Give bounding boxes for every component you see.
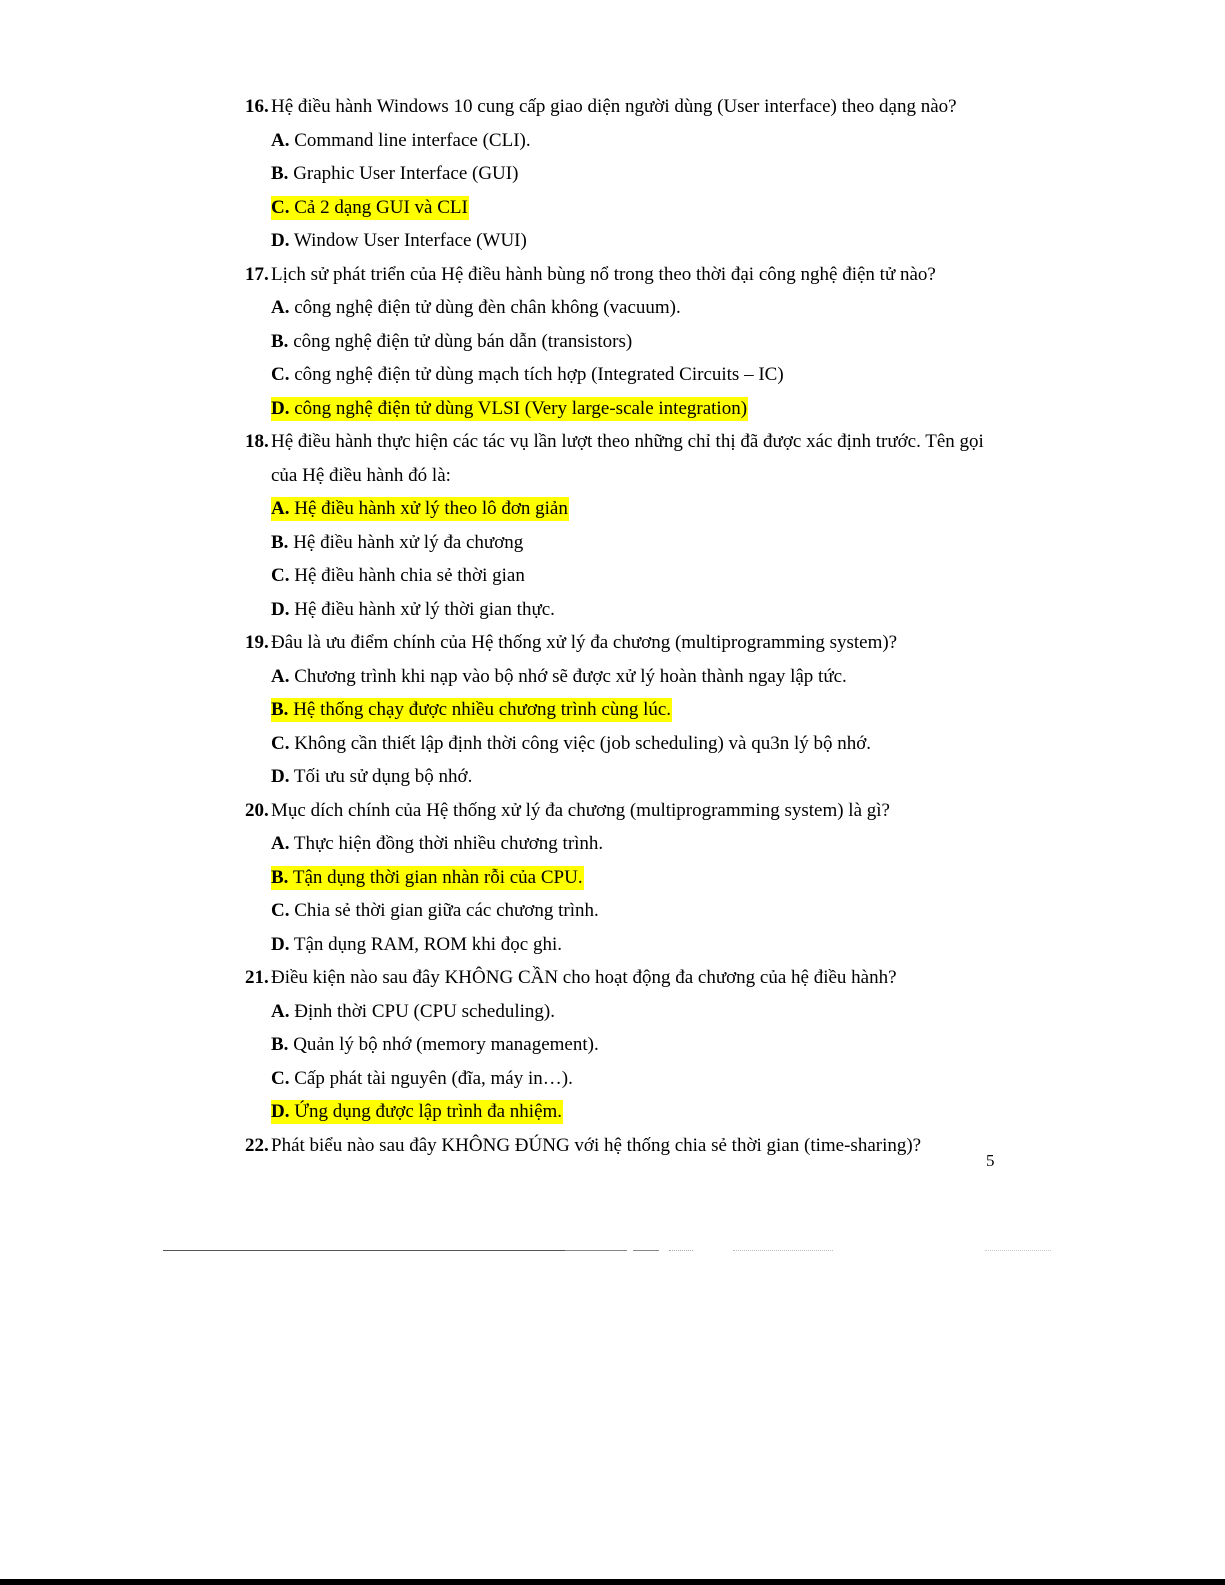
option-text: Quản lý bộ nhớ (memory management).: [288, 1034, 599, 1055]
option-letter: B.: [271, 330, 289, 352]
option-text: Hệ thống chạy được nhiều chương trình cùng lúc.: [288, 699, 672, 720]
footer-divider-segment: [669, 1250, 693, 1251]
option-c: [271, 1062, 985, 1096]
option-b-highlighted-answer: [271, 861, 985, 895]
option-letter: C.: [271, 565, 290, 586]
option-letter: C.: [271, 1067, 290, 1089]
option-text: công nghệ điện tử dùng đèn chân không (vacuum).: [289, 297, 681, 318]
option-letter: A.: [271, 665, 290, 687]
footer-divider: [163, 1250, 565, 1251]
option-text: Hệ điều hành xử lý theo lô đơn giản: [289, 498, 568, 519]
option-b: [271, 526, 985, 560]
option-text: Cấp phát tài nguyên (đĩa, máy in…).: [289, 1067, 573, 1089]
question-text: Đâu là ưu điểm chính của Hệ thống xử lý đa chương (multiprogramming system)?: [271, 632, 898, 653]
footer-divider-segment: [733, 1250, 833, 1251]
question-number: 20.: [245, 799, 269, 821]
option-a: [271, 995, 985, 1029]
question-number: 19.: [245, 632, 269, 653]
option-text: Hệ điều hành xử lý đa chương: [288, 531, 524, 553]
footer-divider-segment: [985, 1250, 1051, 1251]
question-number: 18.: [245, 431, 269, 452]
option-letter: D.: [271, 933, 290, 955]
bottom-edge-bar: [0, 1579, 1225, 1585]
option-letter: D.: [271, 230, 290, 251]
option-a-highlighted-answer: [271, 492, 985, 526]
option-text: Hệ điều hành xử lý thời gian thực.: [289, 598, 555, 620]
option-letter: A.: [271, 129, 290, 151]
option-d-highlighted-answer: [271, 1095, 985, 1129]
question-text: Lịch sử phát triển của Hệ điều hành bùng nổ trong theo thời đại công nghệ điện tử nào?: [271, 263, 936, 285]
option-letter: A.: [271, 1000, 290, 1022]
option-text: công nghệ điện tử dùng VLSI (Very large-scale integration): [289, 397, 748, 419]
footer-divider-segment: [633, 1250, 659, 1251]
option-text: Hệ điều hành chia sẻ thời gian: [289, 565, 525, 586]
option-letter: A.: [271, 297, 290, 318]
option-d: [271, 928, 985, 962]
option-a: [271, 660, 985, 694]
question-list: [245, 90, 985, 1162]
option-text: Chương trình khi nạp vào bộ nhớ sẽ được xử lý hoàn thành ngay lập tức.: [289, 665, 847, 687]
option-letter: B.: [271, 866, 289, 888]
option-letter: C.: [271, 196, 290, 218]
option-letter: B.: [271, 163, 289, 184]
option-letter: A.: [271, 498, 290, 519]
question-text: Phát biểu nào sau đây KHÔNG ĐÚNG với hệ thống chia sẻ thời gian (time-sharing)?: [271, 1134, 922, 1156]
option-text: Tận dụng thời gian nhàn rỗi của CPU.: [288, 866, 583, 888]
option-letter: C.: [271, 364, 290, 385]
question-17: [245, 258, 985, 292]
option-text: Tận dụng RAM, ROM khi đọc ghi.: [289, 933, 562, 955]
question-number: 16.: [245, 96, 269, 117]
question-22: [245, 1129, 985, 1163]
question-18: [245, 425, 985, 492]
option-text: Graphic User Interface (GUI): [288, 163, 519, 184]
question-text: Mục dích chính của Hệ thống xử lý đa chương (multiprogramming system) là gì?: [271, 799, 890, 821]
question-19: [245, 626, 985, 660]
option-letter: C.: [271, 900, 290, 921]
option-letter: D.: [271, 766, 290, 787]
option-letter: D.: [271, 598, 290, 620]
option-text: Chia sẻ thời gian giữa các chương trình.: [289, 900, 599, 921]
option-b-highlighted-answer: [271, 693, 985, 727]
question-number: 22.: [245, 1134, 269, 1156]
option-a: [271, 291, 985, 325]
option-letter: B.: [271, 699, 289, 720]
option-text: Định thời CPU (CPU scheduling).: [289, 1000, 555, 1022]
question-number: 17.: [245, 263, 269, 285]
option-letter: D.: [271, 397, 290, 419]
option-b: [271, 157, 985, 191]
option-a: [271, 827, 985, 861]
option-letter: B.: [271, 1034, 289, 1055]
option-text: Command line interface (CLI).: [289, 129, 531, 151]
question-20: [245, 794, 985, 828]
question-text: Hệ điều hành thực hiện các tác vụ lần lượt theo những chỉ thị đã được xác định trước. Tên gọi của Hệ điều hành đó là:: [271, 431, 984, 486]
question-text: Hệ điều hành Windows 10 cung cấp giao diện người dùng (User interface) theo dạng nào?: [271, 96, 957, 117]
option-b: [271, 1028, 985, 1062]
question-text: Điều kiện nào sau đây KHÔNG CẦN cho hoạt động đa chương của hệ điều hành?: [271, 967, 897, 988]
option-text: công nghệ điện tử dùng bán dẫn (transistors): [288, 330, 633, 352]
option-text: Không cần thiết lập định thời công việc (job scheduling) và qu3n lý bộ nhớ.: [289, 732, 872, 754]
page-number: 5: [986, 1151, 995, 1170]
footer-divider-segment: [565, 1250, 627, 1251]
option-c: [271, 727, 985, 761]
option-d: [271, 224, 985, 258]
option-text: Ứng dụng được lập trình đa nhiệm.: [289, 1101, 563, 1122]
question-21: [245, 961, 985, 995]
option-c: [271, 894, 985, 928]
option-letter: D.: [271, 1101, 290, 1122]
option-letter: A.: [271, 833, 290, 854]
option-b: [271, 325, 985, 359]
option-letter: C.: [271, 732, 290, 754]
option-c: [271, 358, 985, 392]
option-text: Window User Interface (WUI): [289, 230, 527, 251]
option-text: Cả 2 dạng GUI và CLI: [289, 196, 468, 218]
question-number: 21.: [245, 967, 269, 988]
option-text: công nghệ điện tử dùng mạch tích hợp (Integrated Circuits – IC): [289, 364, 784, 385]
option-letter: B.: [271, 531, 289, 553]
option-c: [271, 559, 985, 593]
option-text: Thực hiện đồng thời nhiều chương trình.: [289, 833, 604, 854]
option-d: [271, 593, 985, 627]
option-d: [271, 760, 985, 794]
option-text: Tối ưu sử dụng bộ nhớ.: [289, 766, 473, 787]
option-c-highlighted-answer: [271, 191, 985, 225]
option-a: [271, 124, 985, 158]
question-16: [245, 90, 985, 124]
option-d-highlighted-answer: [271, 392, 985, 426]
